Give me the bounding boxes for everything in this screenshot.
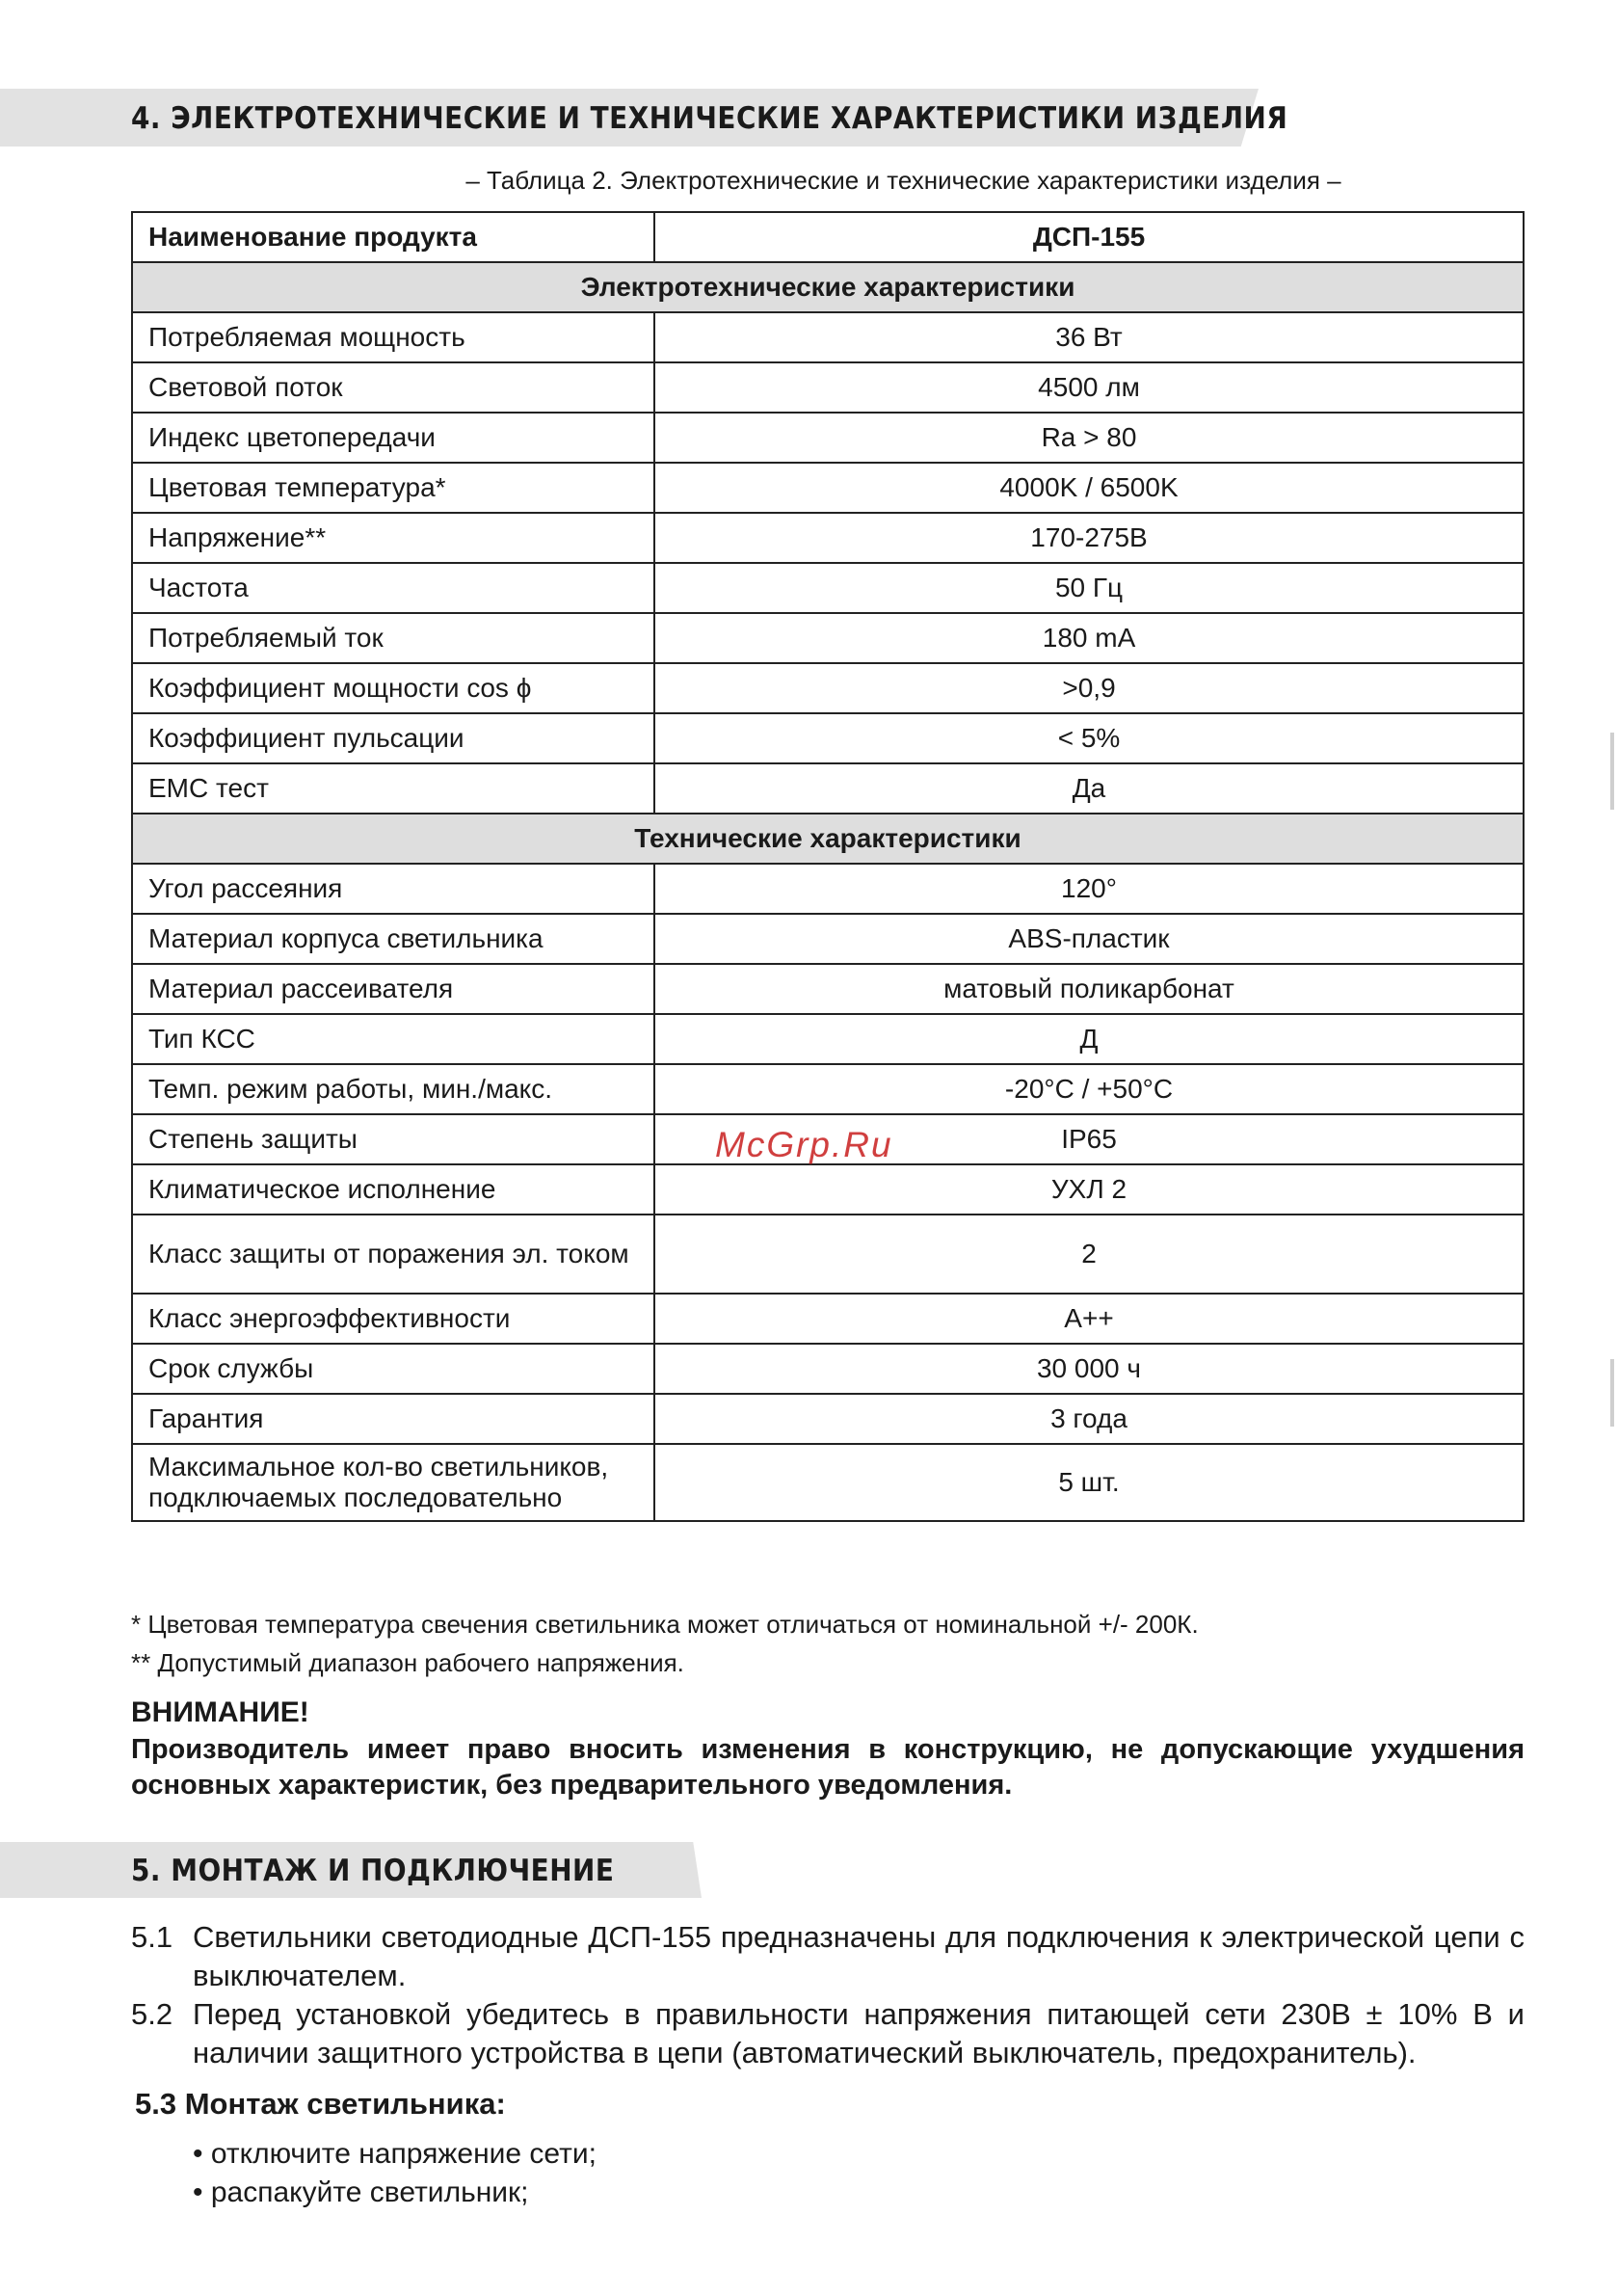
- page-edge-mark: [1610, 733, 1614, 810]
- param-name: Потребляемая мощность: [132, 312, 654, 362]
- table-row: [132, 413, 1524, 463]
- table-row: [132, 563, 1524, 613]
- param-name: [132, 1444, 654, 1521]
- param-value: Да: [654, 763, 1524, 814]
- param-value: УХЛ 2: [654, 1164, 1524, 1215]
- table-row: [132, 312, 1524, 362]
- param-value: 180 mA: [654, 613, 1524, 663]
- table-row: [132, 1444, 1524, 1521]
- table-row: [132, 1394, 1524, 1444]
- table-row: [132, 713, 1524, 763]
- param-name: Класс энергоэффективности: [132, 1294, 654, 1344]
- table-row: [132, 463, 1524, 513]
- param-value: 170-275В: [654, 513, 1524, 563]
- param-value: ABS-пластик: [654, 914, 1524, 964]
- table-row: [132, 1294, 1524, 1344]
- header-name-cell: Наименование продукта: [132, 212, 654, 262]
- param-name: Напряжение**: [132, 513, 654, 563]
- table-row: [132, 1064, 1524, 1114]
- paragraph-5-1: [131, 1918, 1525, 1995]
- param-value: >0,9: [654, 663, 1524, 713]
- section-technical-label: Технические характеристики: [132, 814, 1524, 864]
- paragraph-text: Светильники светодиодные ДСП-155 предназначены для подключения к электрической цепи с выключателем.: [193, 1920, 1525, 1992]
- param-name-line: Максимальное кол-во светильников,: [148, 1452, 609, 1482]
- param-name-line: подключаемых последовательно: [148, 1482, 563, 1512]
- param-value: 2: [654, 1215, 1524, 1294]
- header-value-cell: ДСП-155: [654, 212, 1524, 262]
- table-row: [132, 613, 1524, 663]
- page-edge-mark: [1610, 1359, 1614, 1427]
- param-value: 50 Гц: [654, 563, 1524, 613]
- param-value: A++: [654, 1294, 1524, 1344]
- param-name: Цветовая температура*: [132, 463, 654, 513]
- section-row-electrical: [132, 262, 1524, 312]
- table-row: [132, 513, 1524, 563]
- warning-text: Производитель имеет право вносить изменения в конструкцию, не допускающие ухудшения основных характеристик, без предварительного уведомления.: [131, 1734, 1525, 1801]
- table-row: [132, 914, 1524, 964]
- param-value: матовый поликарбонат: [654, 964, 1524, 1014]
- table-row: [132, 1014, 1524, 1064]
- paragraph-text: Перед установкой убедитесь в правильности напряжения питающей сети 230В ± 10% В и наличии защитного устройства в цепи (автоматический выключатель, предохранитель).: [193, 1997, 1525, 2069]
- param-name: Класс защиты от поражения эл. током: [132, 1215, 654, 1294]
- param-name: Коэффициент мощности cos ϕ: [132, 663, 654, 713]
- param-value: -20°C / +50°C: [654, 1064, 1524, 1114]
- table-row: [132, 1215, 1524, 1294]
- param-name: Степень защиты: [132, 1114, 654, 1164]
- param-value: 4000K / 6500K: [654, 463, 1524, 513]
- subsection-5-3-title: 5.3 Монтаж светильника:: [135, 2087, 506, 2121]
- list-item: • отключите напряжение сети;: [193, 2138, 597, 2170]
- param-value: 120°: [654, 864, 1524, 914]
- footnote-1: * Цветовая температура свечения светильника может отличаться от номинальной +/- 200К.: [131, 1610, 1199, 1639]
- table-header-row: [132, 212, 1524, 262]
- param-value: 4500 лм: [654, 362, 1524, 413]
- table-row: [132, 663, 1524, 713]
- section-electrical-label: Электротехнические характеристики: [132, 262, 1524, 312]
- table-row: [132, 362, 1524, 413]
- paragraph-number: 5.1: [131, 1920, 173, 1954]
- param-name: Потребляемый ток: [132, 613, 654, 663]
- watermark: McGrp.Ru: [715, 1125, 893, 1164]
- section-4-title: 4. ЭЛЕКТРОТЕХНИЧЕСКИЕ И ТЕХНИЧЕСКИЕ ХАРАКТЕРИСТИКИ ИЗДЕЛИЯ: [131, 101, 1288, 136]
- param-value: IP65: [654, 1114, 1524, 1164]
- param-value: Д: [654, 1014, 1524, 1064]
- table-row: [132, 864, 1524, 914]
- param-name: Темп. режим работы, мин./макс.: [132, 1064, 654, 1114]
- paragraph-5-2: [131, 1995, 1525, 2072]
- param-name: Климатическое исполнение: [132, 1164, 654, 1215]
- table-row: [132, 763, 1524, 814]
- warning-title: ВНИМАНИЕ!: [131, 1696, 309, 1728]
- param-name: Срок службы: [132, 1344, 654, 1394]
- table-caption: – Таблица 2. Электротехнические и технические характеристики изделия –: [465, 166, 1341, 195]
- param-value: 5 шт.: [654, 1444, 1524, 1521]
- param-value: 30 000 ч: [654, 1344, 1524, 1394]
- param-name: Материал рассеивателя: [132, 964, 654, 1014]
- param-name: Частота: [132, 563, 654, 613]
- section-5-title: 5. МОНТАЖ И ПОДКЛЮЧЕНИЕ: [131, 1854, 615, 1888]
- param-value: 3 года: [654, 1394, 1524, 1444]
- list-item: • распакуйте светильник;: [193, 2176, 529, 2208]
- param-name: EMC тест: [132, 763, 654, 814]
- param-name: Материал корпуса светильника: [132, 914, 654, 964]
- table-row: [132, 1164, 1524, 1215]
- footnote-2: ** Допустимый диапазон рабочего напряжения.: [131, 1648, 684, 1677]
- param-name: Коэффициент пульсации: [132, 713, 654, 763]
- param-name: Световой поток: [132, 362, 654, 413]
- param-value: < 5%: [654, 713, 1524, 763]
- param-value: 36 Вт: [654, 312, 1524, 362]
- param-name: Угол рассеяния: [132, 864, 654, 914]
- spec-table: [131, 211, 1525, 1522]
- table-row: [132, 964, 1524, 1014]
- paragraph-number: 5.2: [131, 1997, 173, 2031]
- param-name: Гарантия: [132, 1394, 654, 1444]
- param-name: Индекс цветопередачи: [132, 413, 654, 463]
- table-row: [132, 1344, 1524, 1394]
- param-value: Ra > 80: [654, 413, 1524, 463]
- param-name: Тип КСС: [132, 1014, 654, 1064]
- section-row-technical: [132, 814, 1524, 864]
